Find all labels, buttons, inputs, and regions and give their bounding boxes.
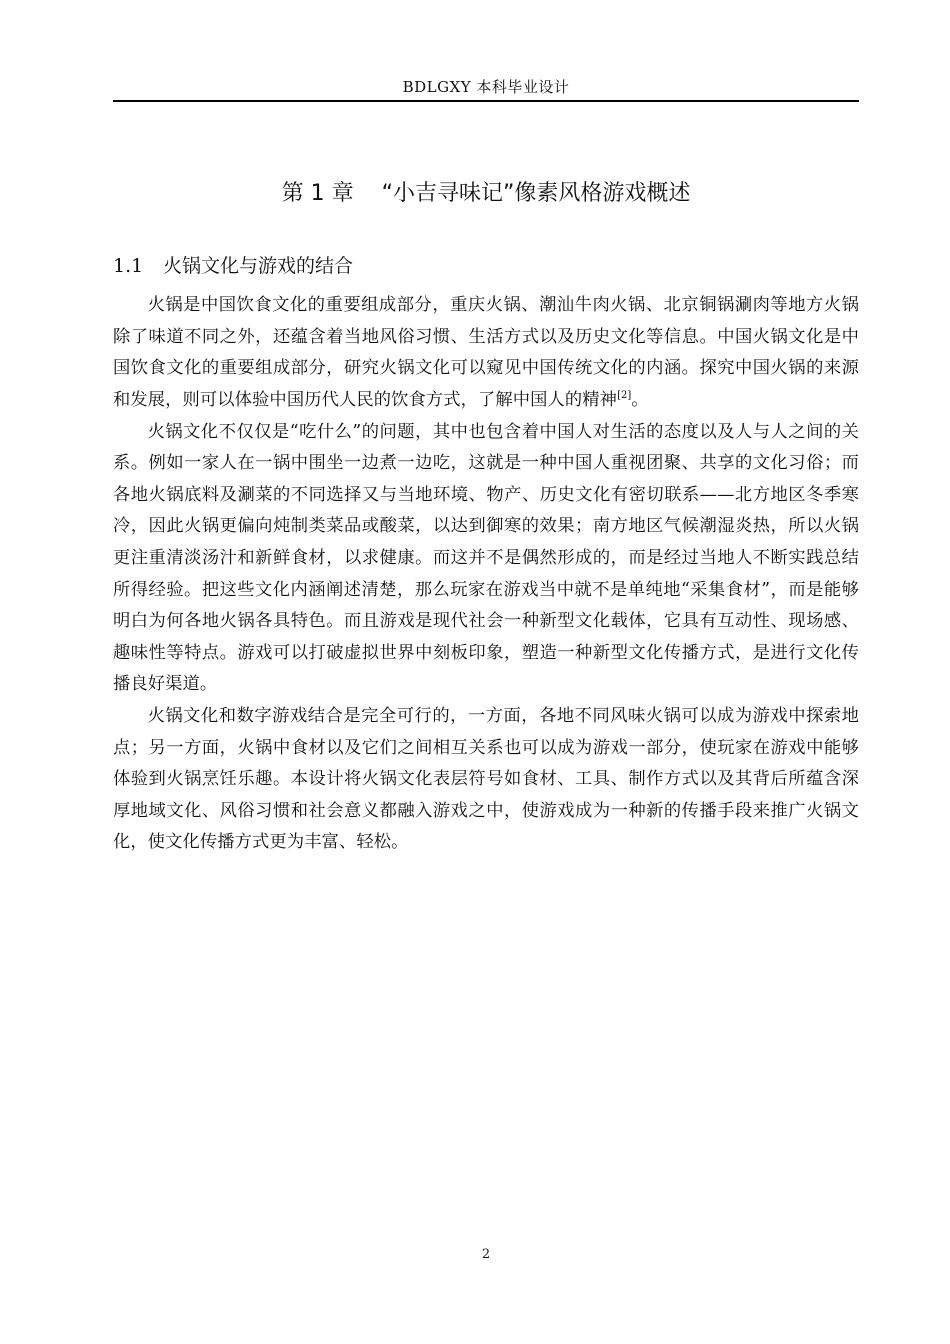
header-rule xyxy=(113,100,859,102)
running-header: BDLGXY 本科毕业设计 xyxy=(402,78,570,96)
paragraph-3: 火锅文化和数字游戏结合是完全可行的，一方面，各地不同风味火锅可以成为游戏中探索地点；另一方面，火锅中食材以及它们之间相互关系也可以成为游戏一部分，使玩家在游戏中能够体验到火锅烹饪乐趣。本设计将火锅文化表层符号如食材、工具、制作方式以及其背后所蕴含深厚地域文化、风俗习惯和社会意义都融入游戏之中，使游戏成为一种新的传播手段来推广火锅文化，使文化传播方式更为丰富、轻松。 xyxy=(113,706,859,853)
page-number: 2 xyxy=(481,1247,491,1262)
body-text xyxy=(113,290,859,859)
citation-marker: [2] xyxy=(617,390,632,402)
paragraph-2: 火锅文化不仅仅是“吃什么”的问题，其中也包含着中国人对生活的态度以及人与人之间的关系。例如一家人在一锅中围坐一边煮一边吃，这就是一种中国人重视团聚、共享的文化习俗；而各地火锅底料及涮菜的不同选择又与当地环境、物产、历史文化有密切联系——北方地区冬季寒冷，因此火锅更偏向炖制类菜品或酸菜，以达到御寒的效果；南方地区气候潮湿炎热，所以火锅更注重清淡汤汁和新鲜食材，以求健康。而这并不是偶然形成的，而是经过当地人不断实践总结所得经验。把这些文化内涵阐述清楚，那么玩家在游戏当中就不是单纯地“采集食材”，而是能够明白为何各地火锅各具特色。而且游戏是现代社会一种新型文化载体，它具有互动性、现场感、趣味性等特点。游戏可以打破虚拟世界中刻板印象，塑造一种新型文化传播方式，是进行文化传播良好渠道。 xyxy=(113,421,859,695)
paragraph-1-end: 。 xyxy=(631,389,649,410)
section-number: 1.1 xyxy=(113,255,144,277)
chapter-number: 第 1 章 xyxy=(281,181,354,206)
chapter-title-text: “小吉寻味记”像素风格游戏概述 xyxy=(381,181,691,206)
paragraph-1-text: 火锅是中国饮食文化的重要组成部分，重庆火锅、潮汕牛肉火锅、北京铜锅涮肉等地方火锅除了味道不同之外，还蕴含着当地风俗习惯、生活方式以及历史文化等信息。中国火锅文化是中国饮食文化的重要组成部分，研究火锅文化可以窥见中国传统文化的内涵。探究中国火锅的来源和发展，则可以体验中国历代人民的饮食方式，了解中国人的精神 xyxy=(113,295,859,410)
section-heading xyxy=(113,252,859,280)
section-title: 火锅文化与游戏的结合 xyxy=(163,255,354,277)
paragraph-1 xyxy=(113,290,859,416)
chapter-title xyxy=(113,177,859,211)
